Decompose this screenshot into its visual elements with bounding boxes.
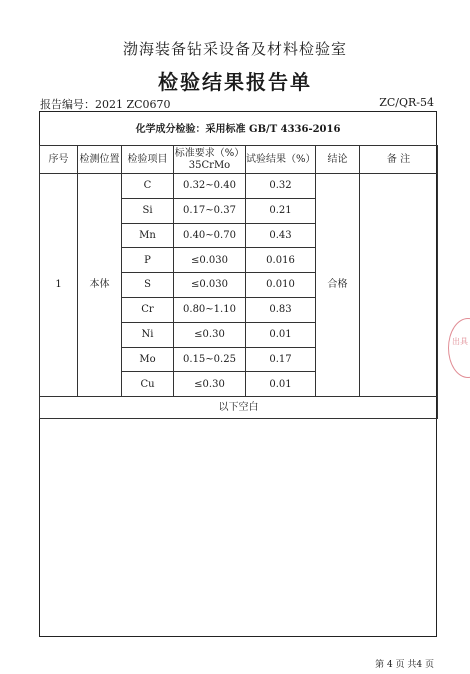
table-header-row (40, 146, 438, 174)
element-cell: Si (122, 198, 174, 223)
element-cell: Cr (122, 297, 174, 322)
result-cell: 0.83 (246, 297, 316, 322)
header-seq: 序号 (40, 146, 78, 174)
results-table (39, 145, 438, 419)
element-cell: P (122, 248, 174, 273)
position-cell: 本体 (78, 174, 122, 397)
requirement-cell: ≤0.030 (174, 248, 246, 273)
header-standard (174, 146, 246, 174)
requirement-cell: 0.40~0.70 (174, 223, 246, 248)
requirement-cell: 0.15~0.25 (174, 347, 246, 372)
result-cell: 0.010 (246, 273, 316, 298)
conclusion-cell: 合格 (316, 174, 360, 397)
header-standard-line2: 35CrMo (188, 159, 231, 171)
lab-name: 渤海装备钻采设备及材料检验室 (122, 40, 347, 58)
requirement-cell: 0.80~1.10 (174, 297, 246, 322)
report-title: 检验结果报告单 (158, 70, 312, 94)
element-cell: Mo (122, 347, 174, 372)
blank-note: 以下空白 (40, 397, 438, 419)
seq-cell: 1 (40, 174, 78, 397)
requirement-cell: 0.17~0.37 (174, 198, 246, 223)
table-row (40, 174, 438, 199)
result-cell: 0.17 (246, 347, 316, 372)
element-cell: C (122, 174, 174, 199)
result-cell: 0.32 (246, 174, 316, 199)
blank-row (40, 397, 438, 419)
seal-text: 出具 (452, 337, 468, 346)
result-cell: 0.01 (246, 372, 316, 397)
requirement-cell: ≤0.30 (174, 322, 246, 347)
header-item: 检验项目 (122, 146, 174, 174)
result-cell: 0.21 (246, 198, 316, 223)
requirement-cell: 0.32~0.40 (174, 174, 246, 199)
element-cell: Cu (122, 372, 174, 397)
remarks-cell (360, 174, 438, 397)
report-number: 报告编号：2021 ZC0670 (40, 98, 171, 111)
standard-line: 化学成分检验：采用标准 GB/T 4336-2016 (135, 124, 341, 135)
element-cell: Ni (122, 322, 174, 347)
element-cell: S (122, 273, 174, 298)
requirement-cell: ≤0.30 (174, 372, 246, 397)
result-cell: 0.43 (246, 223, 316, 248)
page-number: 第 4 页 共4 页 (375, 660, 434, 670)
header-remarks: 备 注 (360, 146, 438, 174)
result-cell: 0.016 (246, 248, 316, 273)
result-cell: 0.01 (246, 322, 316, 347)
header-result: 试验结果（%） (246, 146, 316, 174)
form-code: ZC/QR-54 (379, 96, 434, 109)
element-cell: Mn (122, 223, 174, 248)
header-position: 检测位置 (78, 146, 122, 174)
header-standard-line1: 标准要求（%） (174, 148, 245, 159)
seal-stamp (448, 318, 470, 378)
requirement-cell: ≤0.030 (174, 273, 246, 298)
header-conclusion: 结论 (316, 146, 360, 174)
